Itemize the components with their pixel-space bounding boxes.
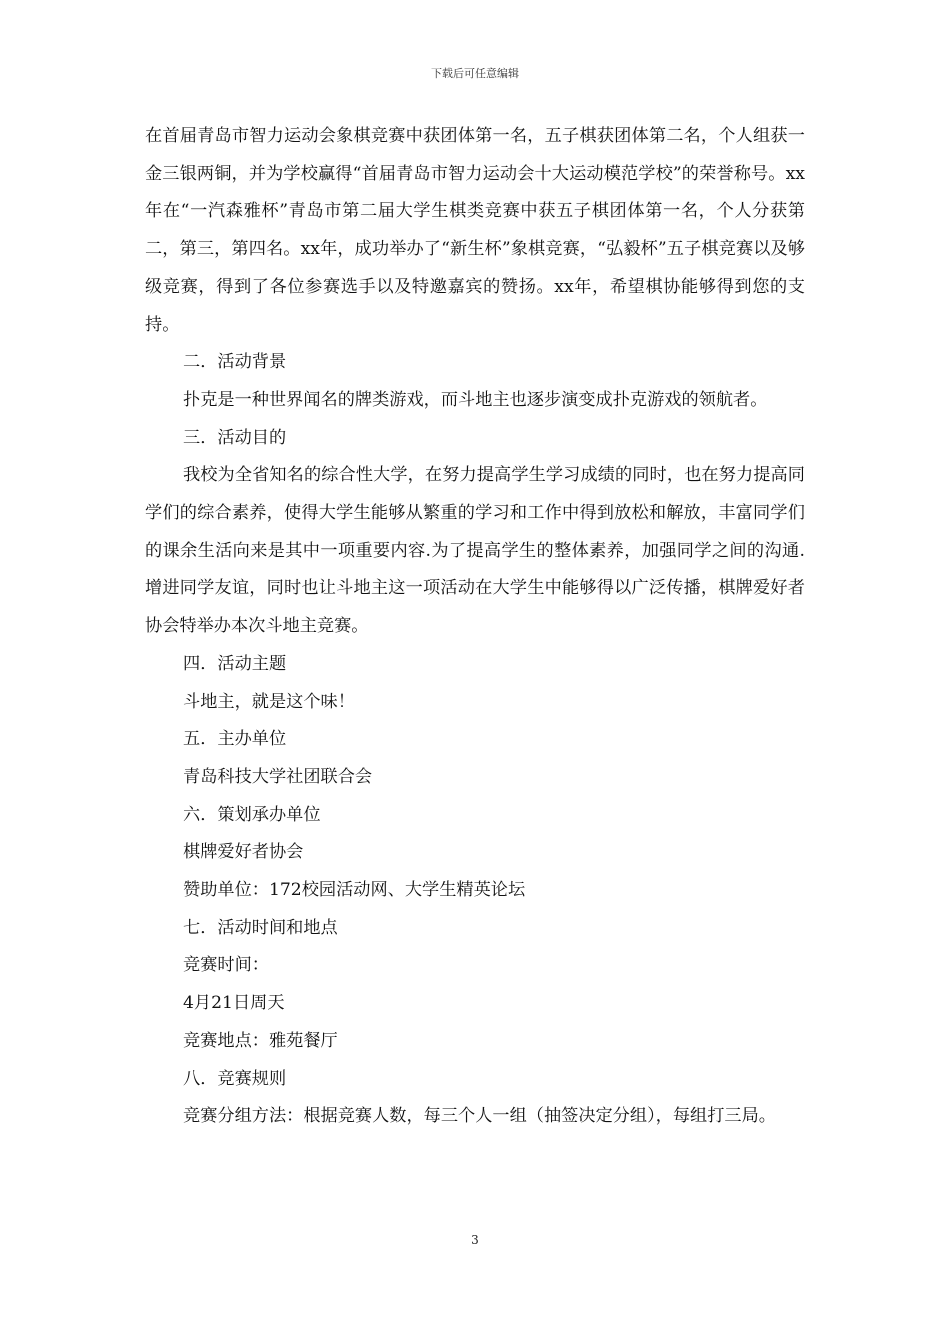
document-body <box>145 118 805 1136</box>
paragraph-date: 4月21日周天 <box>183 993 285 1014</box>
paragraph-organizer: 青岛科技大学社团联合会 <box>183 766 373 787</box>
paragraph-venue: 竞赛地点：雅苑餐厅 <box>183 1030 338 1051</box>
section-heading-rules: 八．竞赛规则 <box>183 1068 287 1089</box>
section-heading-background: 二．活动背景 <box>183 352 287 373</box>
section-heading-time-place: 七．活动时间和地点 <box>183 917 338 938</box>
paragraph-sponsors: 赞助单位：172校园活动网、大学生精英论坛 <box>183 880 526 901</box>
paragraph-rules: 竞赛分组方法：根据竞赛人数，每三个人一组（抽签决定分组），每组打三局。 <box>183 1106 776 1127</box>
section-heading-theme: 四．活动主题 <box>183 653 287 674</box>
page-number: 3 <box>471 1233 479 1247</box>
paragraph-planner: 棋牌爱好者协会 <box>183 842 304 863</box>
section-heading-planner: 六．策划承办单位 <box>183 804 321 825</box>
paragraph-background: 扑克是一种世界闻名的牌类游戏，而斗地主也逐步演变成扑克游戏的领航者。 <box>183 389 768 410</box>
paragraph-achievements: 在首届青岛市智力运动会象棋竞赛中获团体第一名，五子棋获团体第二名，个人组获一金三银两铜，并为学校赢得“首届青岛市智力运动会十大运动模范学校”的荣誉称号。xx年在“一汽森雅杯”青岛市第二届大学生棋类竞赛中获五子棋团体第一名，个人分获第二，第三，第四名。xx年，成功举办了“新生杯”象棋竞赛，“弘毅杯”五子棋竞赛以及够级竞赛，得到了各位参赛选手以及特邀嘉宾的赞扬。xx年，希望棋协能够得到您的支持。 <box>145 126 805 335</box>
paragraph-time-label: 竞赛时间： <box>183 955 269 976</box>
paragraph-purpose: 我校为全省知名的综合性大学，在努力提高学生学习成绩的同时，也在努力提高同学们的综合素养，使得大学生能够从繁重的学习和工作中得到放松和解放，丰富同学们的课余生活向来是其中一项重要内容.为了提高学生的整体素养，加强同学之间的沟通.增进同学友谊，同时也让斗地主这一项活动在大学生中能够得以广泛传播，棋牌爱好者协会特举办本次斗地主竞赛。 <box>145 465 805 637</box>
page-header: 下载后可任意编辑 <box>431 67 519 80</box>
section-heading-purpose: 三．活动目的 <box>183 427 287 448</box>
section-heading-organizer: 五．主办单位 <box>183 729 287 750</box>
paragraph-theme: 斗地主，就是这个味！ <box>183 691 355 712</box>
